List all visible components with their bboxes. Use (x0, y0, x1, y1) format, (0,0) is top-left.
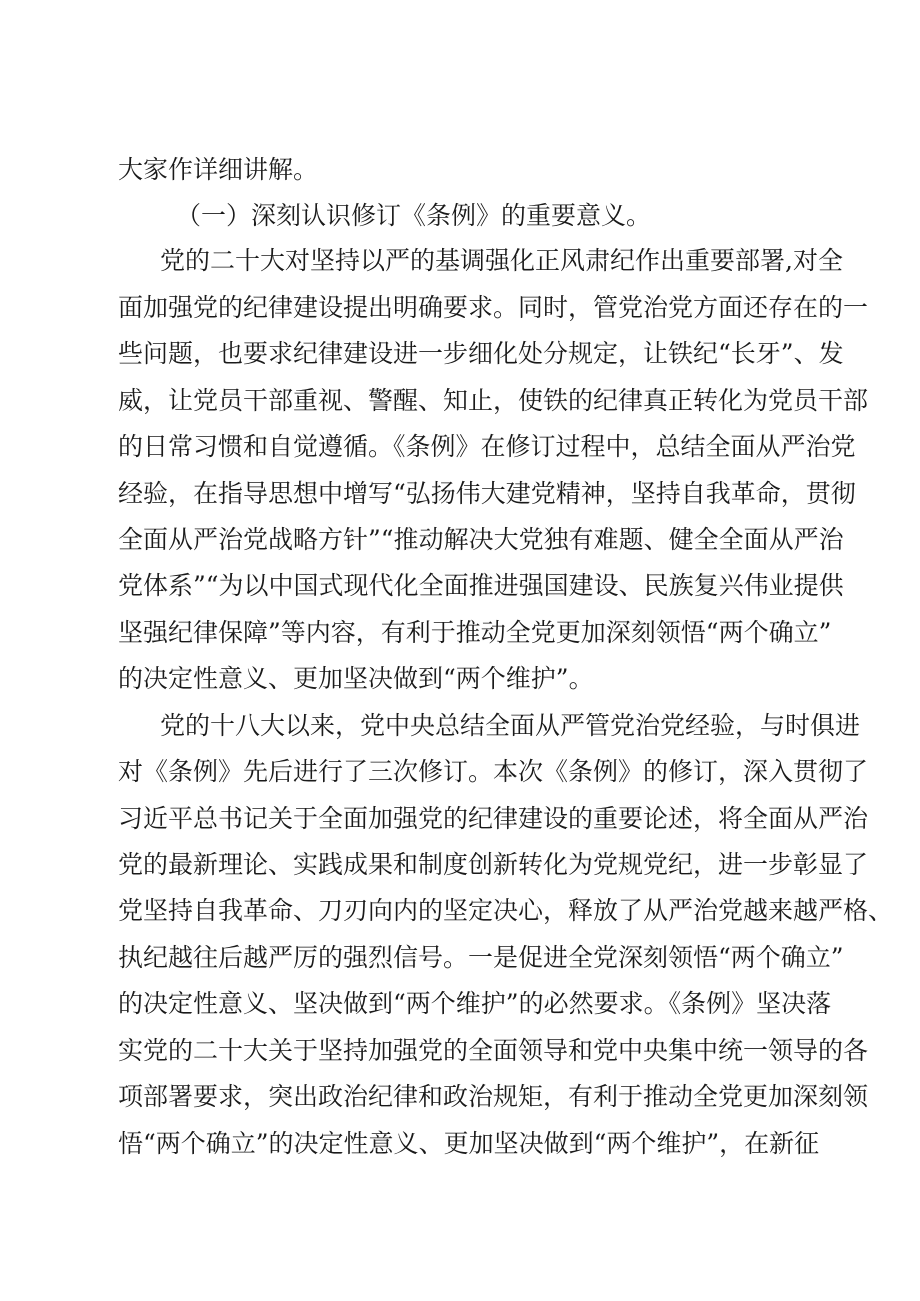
text-line: 坚强纪律保障”等内容，有利于推动全党更加深刻领悟“两个确立” (118, 618, 832, 647)
text-line: 威，让党员干部重视、警醒、知止，使铁的纪律真正转化为党员干部 (118, 386, 869, 415)
text-line: 的决定性意义、更加坚决做到“两个维护”。 (118, 664, 594, 693)
text-line: 项部署要求，突出政治纪律和政治规矩，有利于推动全党更加深刻领 (118, 1082, 869, 1111)
section-heading: （一）深刻认识修订《条例》的重要意义。 (176, 201, 652, 230)
text-line: 大家作详细讲解。 (118, 155, 319, 184)
text-line: 悟“两个确立”的决定性意义、更加坚决做到“两个维护”，在新征 (118, 1129, 820, 1158)
text-line: 习近平总书记关于全面加强党的纪律建设的重要论述，将全面从严治 (118, 804, 869, 833)
text-line: 党的最新理论、实践成果和制度创新转化为党规党纪，进一步彰显了 (118, 850, 869, 879)
paragraph-first-line: 党的十八大以来，党中央总结全面从严管党治党经验，与时俱进 (160, 711, 861, 740)
text-line: 全面从严治党战略方针”“推动解决大党独有难题、健全全面从严治 (118, 525, 844, 554)
text-line: 党体系”“为以中国式现代化全面推进强国建设、民族复兴伟业提供 (118, 571, 844, 600)
text-line: 些问题，也要求纪律建设进一步细化处分规定，让铁纪“长牙”、发 (118, 339, 844, 368)
text-line: 面加强党的纪律建设提出明确要求。同时，管党治党方面还存在的一 (118, 293, 869, 322)
text-line: 的决定性意义、坚决做到“两个维护”的必然要求。《条例》坚决落 (118, 989, 832, 1018)
text-line: 对《条例》先后进行了三次修订。本次《条例》的修订，深入贯彻了 (118, 757, 869, 786)
text-line: 执纪越往后越严厉的强烈信号。一是促进全党深刻领悟“两个确立” (118, 943, 844, 972)
text-line: 实党的二十大关于坚持加强党的全面领导和党中央集中统一领导的各 (118, 1036, 869, 1065)
paragraph-first-line: 党的二十大对坚持以严的基调强化正风肃纪作出重要部署,对全 (160, 246, 843, 275)
text-line: 经验，在指导思想中增写“弘扬伟大建党精神，坚持自我革命，贯彻 (118, 479, 856, 508)
text-line: 的日常习惯和自觉遵循。《条例》在修订过程中，总结全面从严治党 (118, 432, 856, 461)
text-line: 党坚持自我革命、刀刃向内的坚定决心，释放了从严治党越来越严格、 (118, 896, 894, 925)
